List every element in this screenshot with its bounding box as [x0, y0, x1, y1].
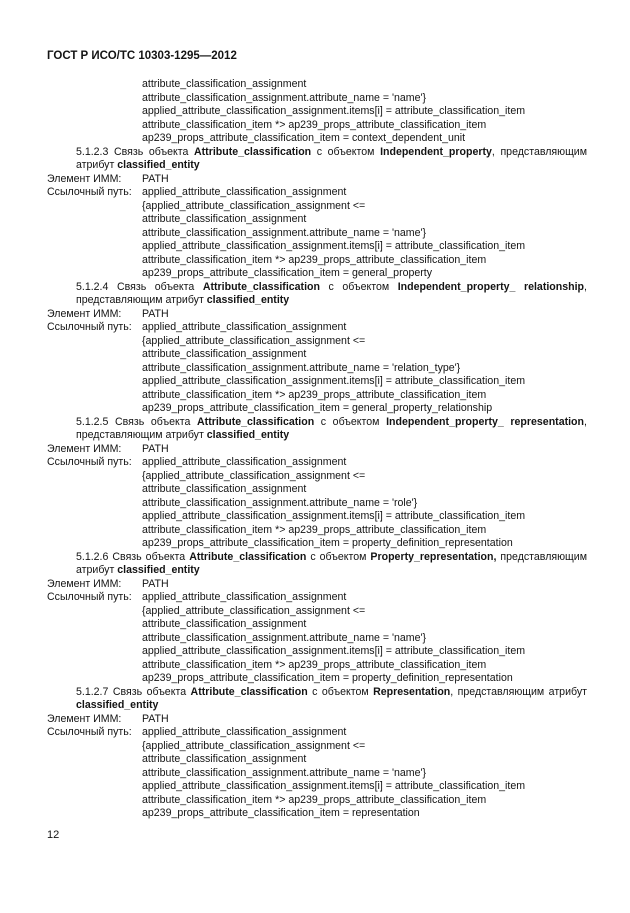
ref-path-line: attribute_classification_assignment.attribute_name = 'name'}: [142, 226, 427, 239]
ref-path-line: applied_attribute_classification_assignment: [142, 456, 347, 468]
attribute-name: classified_entity: [206, 429, 290, 441]
page-number: 12: [47, 829, 60, 841]
element-label: Элемент ИММ:: [47, 712, 122, 725]
section-post: , представляющим атрибут: [76, 280, 587, 306]
ref-path-line: applied_attribute_classification_assignment: [142, 726, 347, 738]
ref-path-line: attribute_classification_assignment.attribute_name = 'name'}: [142, 766, 427, 779]
entity-b: Independent_property_ representation: [386, 415, 584, 428]
ref-path-line: {applied_attribute_classification_assignment <=: [142, 739, 366, 752]
reference-row: [47, 321, 587, 335]
element-value: PATH: [142, 172, 169, 185]
section-5-1-2-3: [47, 146, 587, 281]
reference-row: [47, 726, 587, 740]
section-post: , представляющим атрибут: [450, 685, 587, 698]
ref-path-line: {applied_attribute_classification_assignment <=: [142, 604, 366, 617]
element-row: [47, 443, 587, 457]
element-label: Элемент ИММ:: [47, 307, 122, 320]
ref-path-line: attribute_classification_item *> ap239_props_attribute_classification_item: [142, 658, 487, 671]
ref-path-line: applied_attribute_classification_assignment.items[i] = attribute_classification_item: [142, 645, 526, 657]
section-mid: с объектом: [316, 145, 375, 158]
ref-path-line: applied_attribute_classification_assignment: [142, 321, 347, 333]
element-row: [47, 713, 587, 727]
attribute-name: classified_entity: [76, 699, 159, 711]
section-pre: Связь объекта: [112, 685, 187, 698]
section-pre: Связь объекта: [114, 145, 189, 158]
section-heading: [47, 281, 587, 308]
ref-path-line: ap239_props_attribute_classification_item = property_definition_representation: [142, 537, 513, 549]
section-pre: Связь объекта: [116, 280, 195, 293]
entity-a: Attribute_classification: [197, 415, 315, 428]
section-heading: [47, 551, 587, 578]
entity-b: Representation: [373, 685, 451, 698]
reference-label: Ссылочный путь:: [47, 726, 132, 738]
reference-row: [47, 456, 587, 470]
element-value: PATH: [142, 442, 169, 455]
element-value: PATH: [142, 577, 169, 590]
ref-path-line: {applied_attribute_classification_assignment <=: [142, 199, 366, 212]
ref-path-line: ap239_props_attribute_classification_item = representation: [142, 807, 420, 819]
ref-path-line: applied_attribute_classification_assignment: [142, 186, 347, 198]
element-row: [47, 578, 587, 592]
section-mid: с объектом: [310, 550, 367, 563]
ref-path-line: applied_attribute_classification_assignment: [142, 591, 347, 603]
ref-path-line: attribute_classification_assignment: [142, 753, 307, 765]
reference-label: Ссылочный путь:: [47, 456, 132, 468]
ref-path-line: attribute_classification_item *> ap239_props_attribute_classification_item: [142, 118, 487, 131]
ref-path-line: attribute_classification_assignment: [142, 348, 307, 360]
section-heading: [47, 146, 587, 173]
element-label: Элемент ИММ:: [47, 442, 122, 455]
section-post: , представляющим атрибут: [76, 145, 588, 171]
section-number: 5.1.2.7: [76, 685, 109, 698]
element-row: [47, 308, 587, 322]
section-number: 5.1.2.6: [76, 550, 109, 563]
ref-path-line: applied_attribute_classification_assignment.items[i] = attribute_classification_item: [142, 105, 526, 117]
document-header: ГОСТ Р ИСО/ТС 10303-1295—2012: [47, 50, 237, 62]
reference-row: [47, 591, 587, 605]
ref-path-line: applied_attribute_classification_assignment.items[i] = attribute_classification_item: [142, 240, 526, 252]
ref-path-line: attribute_classification_assignment.attribute_name = 'name'}: [142, 631, 427, 644]
entity-a: Attribute_classification: [189, 550, 307, 563]
section-5-1-2-4: [47, 281, 587, 416]
reference-label: Ссылочный путь:: [47, 321, 132, 333]
section-5-1-2-5: [47, 416, 587, 551]
ref-path-line: attribute_classification_assignment: [142, 483, 307, 495]
entity-a: Attribute_classification: [202, 280, 320, 293]
element-value: PATH: [142, 307, 169, 320]
ref-path-line: ap239_props_attribute_classification_item = context_dependent_unit: [142, 132, 466, 144]
document-body: [47, 78, 587, 821]
element-label: Элемент ИММ:: [47, 172, 122, 185]
attribute-name: classified_entity: [117, 159, 200, 171]
ref-path-line: applied_attribute_classification_assignment.items[i] = attribute_classification_item: [142, 780, 526, 792]
ref-path-line: {applied_attribute_classification_assignment <=: [142, 334, 366, 347]
section-mid: с объектом: [328, 280, 390, 293]
ref-path-line: attribute_classification_item *> ap239_props_attribute_classification_item: [142, 388, 487, 401]
section-post: представляющим атрибут: [76, 550, 587, 576]
ref-path-line: attribute_classification_assignment: [142, 618, 307, 630]
intro-block: [47, 78, 587, 146]
ref-path-line: ap239_props_attribute_classification_item = general_property_relationship: [142, 402, 493, 414]
section-mid: с объектом: [320, 415, 380, 428]
entity-a: Attribute_classification: [190, 685, 308, 698]
section-number: 5.1.2.3: [76, 145, 109, 158]
ref-path-line: attribute_classification_assignment.attribute_name = 'relation_type'}: [142, 361, 461, 374]
section-pre: Связь объекта: [112, 550, 186, 563]
section-pre: Связь объекта: [115, 415, 191, 428]
section-mid: с объектом: [312, 685, 369, 698]
section-heading: [47, 686, 587, 713]
ref-path-line: attribute_classification_item *> ap239_props_attribute_classification_item: [142, 793, 487, 806]
ref-path-line: attribute_classification_assignment: [142, 213, 307, 225]
attribute-name: classified_entity: [206, 294, 290, 306]
ref-path-line: ap239_props_attribute_classification_item = property_definition_representation: [142, 672, 513, 684]
section-number: 5.1.2.5: [76, 415, 109, 428]
entity-b: Independent_property: [380, 145, 492, 158]
reference-row: [47, 186, 587, 200]
entity-b: Property_representation,: [370, 550, 497, 563]
element-label: Элемент ИММ:: [47, 577, 122, 590]
reference-label: Ссылочный путь:: [47, 186, 132, 198]
attribute-name: classified_entity: [117, 564, 200, 576]
section-post: , представляющим атрибут: [76, 415, 587, 441]
ref-path-line: applied_attribute_classification_assignment.items[i] = attribute_classification_item: [142, 375, 526, 387]
ref-path-line: attribute_classification_assignment: [142, 78, 307, 90]
section-5-1-2-6: [47, 551, 587, 686]
ref-path-line: attribute_classification_assignment.attribute_name = 'name'}: [142, 91, 427, 104]
reference-label: Ссылочный путь:: [47, 591, 132, 603]
element-row: [47, 173, 587, 187]
section-heading: [47, 416, 587, 443]
ref-path-line: applied_attribute_classification_assignment.items[i] = attribute_classification_item: [142, 510, 526, 522]
section-5-1-2-7: [47, 686, 587, 821]
section-number: 5.1.2.4: [76, 280, 109, 293]
entity-a: Attribute_classification: [194, 145, 312, 158]
ref-path-line: attribute_classification_item *> ap239_props_attribute_classification_item: [142, 523, 487, 536]
ref-path-line: {applied_attribute_classification_assignment <=: [142, 469, 366, 482]
entity-b: Independent_property_ relationship: [397, 280, 585, 293]
element-value: PATH: [142, 712, 169, 725]
ref-path-line: attribute_classification_item *> ap239_props_attribute_classification_item: [142, 253, 487, 266]
ref-path-line: ap239_props_attribute_classification_item = general_property: [142, 267, 433, 279]
ref-path-line: attribute_classification_assignment.attribute_name = 'role'}: [142, 496, 418, 509]
